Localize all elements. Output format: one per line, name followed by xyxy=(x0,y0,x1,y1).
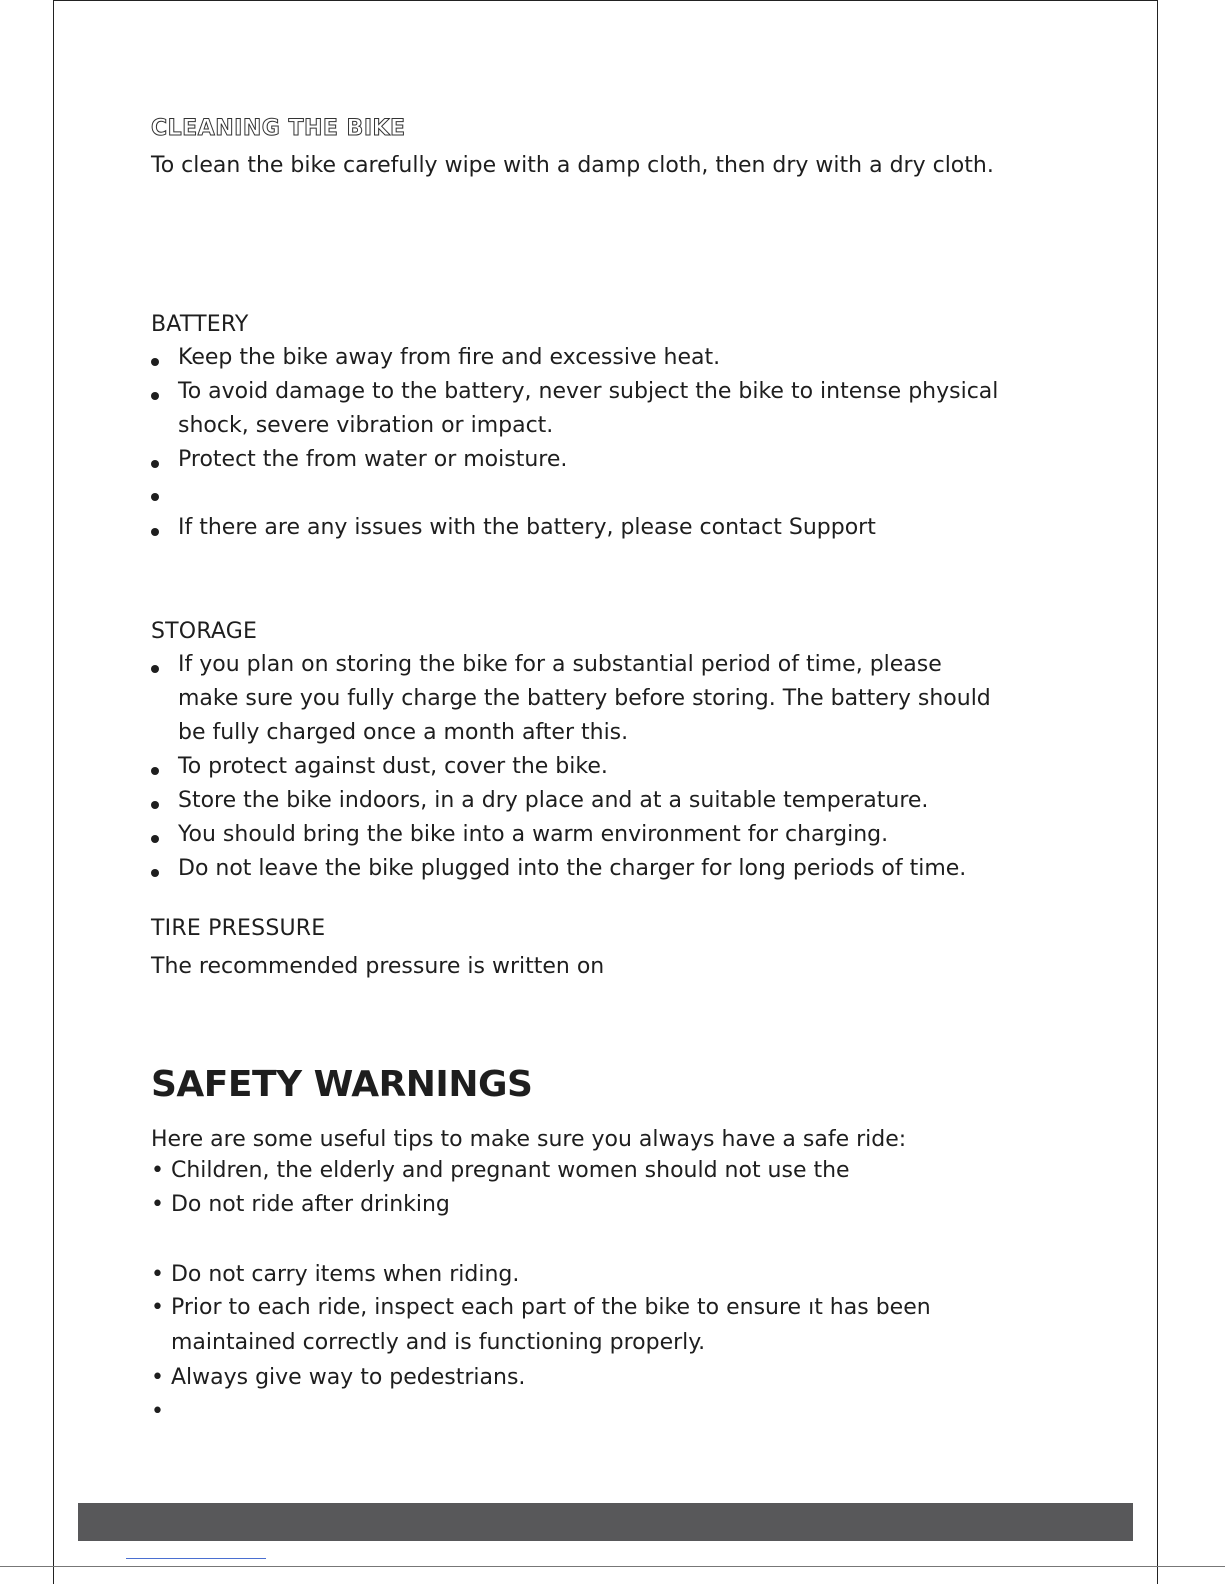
safety-item-4: • Prior to each ride, inspect each part of the bike to ensure ıt has been xyxy=(151,1295,931,1320)
storage-heading: STORAGE xyxy=(151,619,258,644)
safety-item-4-cont: maintained correctly and is functioning properly. xyxy=(171,1330,706,1355)
storage-item-2: To protect against dust, cover the bike. xyxy=(178,754,608,779)
bullet-icon xyxy=(151,358,159,366)
battery-item-2: To avoid damage to the battery, never subject the bike to intense physical xyxy=(178,379,999,404)
footer-bar xyxy=(78,1503,1133,1541)
safety-item-1: • Children, the elderly and pregnant women should not use the xyxy=(151,1158,850,1183)
safety-item-6: • xyxy=(151,1399,164,1424)
bullet-icon xyxy=(151,835,159,843)
battery-item-3: Protect the from water or moisture. xyxy=(178,447,568,472)
storage-item-5: Do not leave the bike plugged into the charger for long periods of time. xyxy=(178,856,967,881)
page-bottom-rule xyxy=(0,1566,1225,1567)
safety-item-3: • Do not carry items when riding. xyxy=(151,1262,520,1287)
battery-item-1: Keep the bike away from fire and excessive heat. xyxy=(178,345,721,370)
safety-item-2: • Do not ride after drinking xyxy=(151,1192,450,1217)
tire-text: The recommended pressure is written on xyxy=(151,954,605,979)
bullet-icon xyxy=(151,665,159,673)
storage-item-1-cont2: be fully charged once a month after this. xyxy=(178,720,629,745)
storage-item-1-cont: make sure you fully charge the battery before storing. The battery should xyxy=(178,686,991,711)
tire-heading: TIRE PRESSURE xyxy=(151,916,326,941)
bullet-icon xyxy=(151,528,159,536)
bullet-icon xyxy=(151,493,159,501)
cleaning-heading: CLEANING THE BIKE xyxy=(151,116,406,141)
bullet-icon xyxy=(151,801,159,809)
battery-item-5: If there are any issues with the battery, please contact Support xyxy=(178,515,876,540)
storage-item-1: If you plan on storing the bike for a substantial period of time, please xyxy=(178,652,942,677)
storage-item-3: Store the bike indoors, in a dry place and at a suitable temperature. xyxy=(178,788,929,813)
safety-heading: SAFETY WARNINGS xyxy=(151,1064,533,1105)
bullet-icon xyxy=(151,767,159,775)
bullet-icon xyxy=(151,460,159,468)
cleaning-text: To clean the bike carefully wipe with a damp cloth, then dry with a dry cloth. xyxy=(151,153,994,178)
safety-intro: Here are some useful tips to make sure you always have a safe ride: xyxy=(151,1127,907,1152)
bullet-icon xyxy=(151,392,159,400)
safety-item-5: • Always give way to pedestrians. xyxy=(151,1365,526,1390)
footer-link-underline[interactable] xyxy=(126,1558,266,1559)
storage-item-4: You should bring the bike into a warm environment for charging. xyxy=(178,822,889,847)
bullet-icon xyxy=(151,869,159,877)
battery-item-2-cont: shock, severe vibration or impact. xyxy=(178,413,554,438)
battery-heading: BATTERY xyxy=(151,312,249,337)
